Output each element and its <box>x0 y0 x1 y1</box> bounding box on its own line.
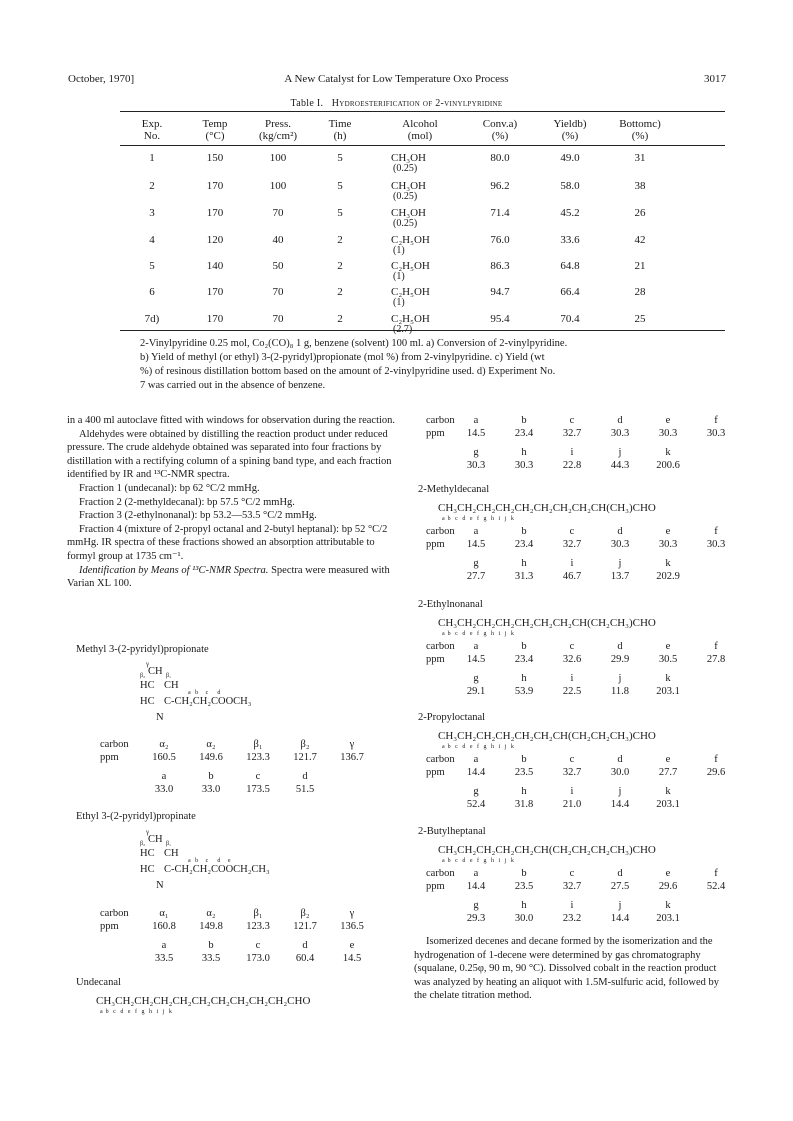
table-header-cell: Press. <box>265 118 291 130</box>
shift-value: 14.5 <box>466 654 486 665</box>
table-cell-alcohol-mol: (0.25) <box>393 191 418 202</box>
ppm-label: ppm <box>100 752 119 763</box>
shift-value: 51.5 <box>295 784 315 795</box>
table-cell: 2 <box>337 313 343 325</box>
identification-heading: Identification by Means of ¹³C-NMR Spectra. <box>79 564 269 576</box>
shift-value: 23.2 <box>562 913 582 924</box>
shift-value: 30.3 <box>706 539 726 550</box>
table-bottom-rule <box>120 330 725 331</box>
shift-value: 52.4 <box>706 881 726 892</box>
carbon-position: i <box>570 558 574 569</box>
fraction-2: Fraction 2 (2-methyldecanal): bp 57.5 °C/2 mmHg. <box>79 496 295 508</box>
table-cell: 70 <box>272 207 284 219</box>
table-header-cell: (kg/cm²) <box>258 130 298 142</box>
carbon-position: b <box>208 940 214 951</box>
table-top-rule <box>120 111 725 112</box>
shift-value: 32.7 <box>562 428 582 439</box>
carbon-position: g <box>473 786 479 797</box>
table-cell-alcohol: C₂H₅OH <box>391 234 430 246</box>
shift-value: 160.8 <box>152 921 176 932</box>
table-cell: 5 <box>149 260 155 272</box>
carbon-position: c <box>569 754 575 765</box>
table-cell: 58.0 <box>560 180 580 192</box>
carbon-label: carbon <box>426 868 455 879</box>
shift-value: 23.4 <box>514 539 534 550</box>
ppm-label: ppm <box>426 428 445 439</box>
shift-value: 29.6 <box>706 767 726 778</box>
table-caption: Hydroesterification of 2-vinylpyridine <box>331 98 503 109</box>
table-cell: 80.0 <box>490 152 510 164</box>
table-cell: 120 <box>206 234 224 246</box>
carbon-letters: a b c d e f g h i j k <box>442 631 514 637</box>
carbon-position: β₁ <box>253 739 263 750</box>
carbon-position: h <box>521 673 527 684</box>
shift-value: 14.4 <box>610 799 630 810</box>
carbon-position: j <box>618 558 622 569</box>
carbon-position: c <box>569 868 575 879</box>
ppm-label: ppm <box>426 654 445 665</box>
carbon-position: a <box>473 754 479 765</box>
carbon-position: b <box>521 868 527 879</box>
compound-formula: CH₃CH₂CH₂CH₂CH₂CH₂CH(CH₂CH₂CH₃)CHO <box>438 730 656 742</box>
shift-value: 11.8 <box>611 686 629 697</box>
ethyl-pyridyl-structure: γ CH HC CH HC C-CH₂CH₂COOCH₂CH₃ N β₂ β₁ a b c d e <box>140 828 270 891</box>
fraction-3: Fraction 3 (2-ethylnonanal): bp 53.2—53.5 °C/2 mmHg. <box>79 510 317 522</box>
shift-value: 149.8 <box>199 921 223 932</box>
table-header-cell: (°C) <box>205 130 225 142</box>
compound-formula: CH₃CH₂CH₂CH₂CH₂CH₂CH₂CH(CH₂CH₃)CHO <box>438 617 656 629</box>
carbon-letters: a b c d e f g h i j k <box>442 744 514 750</box>
shift-value: 30.3 <box>610 539 630 550</box>
carbon-position: α₂ <box>159 739 169 750</box>
shift-value: 173.5 <box>246 784 270 795</box>
carbon-position: i <box>570 673 574 684</box>
table-cell: 2 <box>337 234 343 246</box>
methyl-chain: C-CH₂CH₂COOCH₃ <box>164 696 252 707</box>
shift-value: 121.7 <box>293 752 317 763</box>
carbon-position: f <box>714 526 718 537</box>
fraction-1: Fraction 1 (undecanal): bp 62 °C/2 mmHg. <box>79 482 260 494</box>
carbon-letters: a b c d e f g h i j k <box>442 516 514 522</box>
shift-value: 33.0 <box>154 784 174 795</box>
carbon-position: a <box>473 526 479 537</box>
shift-value: 29.3 <box>466 913 486 924</box>
table-header-cell: Time <box>328 118 352 130</box>
carbon-position: b <box>208 771 214 782</box>
shift-value: 173.0 <box>246 953 270 964</box>
shift-value: 29.1 <box>466 686 486 697</box>
table-cell: 70.4 <box>560 313 580 325</box>
table-cell: 76.0 <box>490 234 510 246</box>
table-cell: 150 <box>206 152 224 164</box>
compound-formula: CH₃CH₂CH₂CH₂CH₂CH₂CH₂CH₂CH(CH₃)CHO <box>438 502 656 514</box>
ppm-label: ppm <box>100 921 119 932</box>
carbon-position: c <box>255 940 261 951</box>
carbon-position: e <box>665 526 671 537</box>
table-header-rule <box>120 145 725 146</box>
footnote-line: 7 was carried out in the absence of benzene. <box>140 380 326 391</box>
table-cell: 50 <box>272 260 284 272</box>
table-cell: 5 <box>337 180 343 192</box>
shift-value: 30.3 <box>658 539 678 550</box>
carbon-position: d <box>617 526 623 537</box>
table-cell-alcohol-mol: (2.7) <box>393 324 413 335</box>
carbon-position: h <box>521 900 527 911</box>
carbon-position: j <box>618 786 622 797</box>
shift-value: 14.4 <box>466 881 486 892</box>
shift-value: 30.0 <box>610 767 630 778</box>
ppm-label: ppm <box>426 767 445 778</box>
table-cell: 4 <box>149 234 155 246</box>
table-cell: 2 <box>337 286 343 298</box>
shift-value: 123.3 <box>246 752 270 763</box>
shift-value: 21.0 <box>562 799 582 810</box>
shift-value: 123.3 <box>246 921 270 932</box>
carbon-position: e <box>349 940 355 951</box>
carbon-position: a <box>473 415 479 426</box>
table-cell: 170 <box>206 313 224 325</box>
carbon-position: d <box>302 771 308 782</box>
table-header-cell: (%) <box>491 130 509 142</box>
table-header-cell: Yieldb) <box>553 118 587 130</box>
table-header-cell: Alcohol <box>402 118 438 130</box>
carbon-position: d <box>617 868 623 879</box>
compound-name: 2-Ethylnonanal <box>418 599 483 610</box>
table-cell: 5 <box>337 152 343 164</box>
compound-name: Ethyl 3-(2-pyridyl)propinate <box>76 811 196 822</box>
table-cell-alcohol: CH₃OH <box>391 152 427 164</box>
table-cell: 7d) <box>144 313 160 325</box>
shift-value: 31.8 <box>514 799 534 810</box>
shift-value: 136.7 <box>340 752 364 763</box>
table-cell: 6 <box>149 286 155 298</box>
table-cell: 31 <box>634 152 646 164</box>
compound-name: 2-Propyloctanal <box>418 712 486 723</box>
table-header-cell: Conv.a) <box>482 118 518 130</box>
table-header-cell: Bottomc) <box>619 118 661 130</box>
table-header-cell: Exp. <box>141 118 163 130</box>
shift-value: 30.3 <box>706 428 726 439</box>
shift-value: 27.5 <box>610 881 630 892</box>
methyl-pyridyl-structure: γ CH HC CH HC C-CH₂CH₂COOCH₃ N β₂ β₁ a b c d <box>140 660 252 723</box>
compound-name: 2-Butylheptanal <box>418 826 486 837</box>
ethyl-chain: C-CH₂CH₂COOCH₂CH₃ <box>164 864 270 875</box>
shift-value: 32.7 <box>562 881 582 892</box>
carbon-position: d <box>617 754 623 765</box>
carbon-letters: a b c d e f g h i j k <box>442 858 514 864</box>
shift-value: 29.6 <box>658 881 678 892</box>
shift-value: 136.5 <box>340 921 364 932</box>
carbon-position: g <box>473 558 479 569</box>
shift-value: 202.9 <box>656 571 680 582</box>
shift-value: 30.3 <box>610 428 630 439</box>
footnote-line: b) Yield of methyl (or ethyl) 3-(2-pyridyl)propionate (mol %) from 2-vinylpyridine. c) Yield (wt <box>140 352 545 363</box>
table-cell: 71.4 <box>490 207 510 219</box>
table-title <box>0 98 793 109</box>
shift-value: 149.6 <box>199 752 223 763</box>
running-header-left: October, 1970] <box>68 73 135 85</box>
table-cell: 95.4 <box>490 313 510 325</box>
footnote-line: %) of resinous distillation bottom based on the amount of 2-vinylpyridine used. d) Experiment No. <box>140 366 556 377</box>
paragraph: in a 400 ml autoclave fitted with windows for observation during the reaction. <box>67 415 396 426</box>
table-cell: 2 <box>149 180 155 192</box>
carbon-position: b <box>521 415 527 426</box>
table-cell: 140 <box>206 260 224 272</box>
carbon-position: k <box>665 558 671 569</box>
shift-value: 22.5 <box>562 686 582 697</box>
shift-value: 160.5 <box>152 752 176 763</box>
table-header-cell: (%) <box>561 130 579 142</box>
shift-value: 27.8 <box>706 654 726 665</box>
carbon-position: h <box>521 447 527 458</box>
table-cell: 64.8 <box>560 260 580 272</box>
carbon-position: β₂ <box>300 908 310 919</box>
shift-value: 23.4 <box>514 654 534 665</box>
carbon-position: c <box>569 641 575 652</box>
carbon-position: c <box>569 415 575 426</box>
carbon-position: a <box>473 641 479 652</box>
shift-value: 23.5 <box>514 881 534 892</box>
paragraph: Isomerized decenes and decane formed by the isomerization and the hydrogenation of 1-decene were determined by gas chromatography (squalane, 0.25φ, 90 m, 90 °C). Dissolved cobalt in the reaction product was analyzed by heating an aliquot with 1.5M-sulfuric acid, followed by the chelate titration method. <box>414 936 720 1002</box>
table-cell: 170 <box>206 180 224 192</box>
carbon-position: α₂ <box>206 739 216 750</box>
table-cell: 96.2 <box>490 180 510 192</box>
carbon-position: j <box>618 447 622 458</box>
carbon-position: i <box>570 447 574 458</box>
carbon-position: c <box>569 526 575 537</box>
shift-value: 32.7 <box>562 539 582 550</box>
carbon-label: carbon <box>100 908 129 919</box>
table-cell: 49.0 <box>560 152 580 164</box>
carbon-position: j <box>618 900 622 911</box>
carbon-position: b <box>521 641 527 652</box>
shift-value: 44.3 <box>610 460 630 471</box>
shift-value: 23.5 <box>514 767 534 778</box>
carbon-position: β₂ <box>300 739 310 750</box>
table-cell: 94.7 <box>490 286 510 298</box>
table-cell: 1 <box>149 152 155 164</box>
shift-value: 14.5 <box>342 953 362 964</box>
paragraph: Aldehydes were obtained by distilling the reaction product under reduced pressure. The crude aldehyde obtained was separated into four fractions by distillation with a rectifying column of a spining band type, and each fraction identified by IR and ¹³C-NMR spectra. <box>67 428 392 481</box>
table-cell: 26 <box>634 207 646 219</box>
right-final-text <box>414 935 726 1003</box>
carbon-position: g <box>473 900 479 911</box>
carbon-position: f <box>714 641 718 652</box>
table-label: Table I. <box>290 98 324 109</box>
carbon-label: carbon <box>100 739 129 750</box>
table-cell: 70 <box>272 286 284 298</box>
carbon-position: d <box>617 415 623 426</box>
table-cell: 2 <box>337 260 343 272</box>
shift-value: 30.3 <box>658 428 678 439</box>
shift-value: 33.0 <box>201 784 221 795</box>
carbon-position: f <box>714 754 718 765</box>
table-cell: 66.4 <box>560 286 580 298</box>
compound-formula: CH₃CH₂CH₂CH₂CH₂CH(CH₂CH₂CH₂CH₃)CHO <box>438 844 656 856</box>
shift-value: 203.1 <box>656 913 680 924</box>
carbon-position: d <box>302 940 308 951</box>
table-cell: 170 <box>206 286 224 298</box>
shift-value: 203.1 <box>656 686 680 697</box>
carbon-position: b <box>521 526 527 537</box>
shift-value: 23.4 <box>514 428 534 439</box>
carbon-label: carbon <box>426 526 455 537</box>
table-cell: 100 <box>269 180 287 192</box>
table-cell-alcohol: C₂H₅OH <box>391 260 430 272</box>
carbon-position: e <box>665 415 671 426</box>
shift-value: 52.4 <box>466 799 486 810</box>
left-column-text <box>67 414 397 591</box>
table-header-cell: (%) <box>631 130 649 142</box>
compound-name: 2-Methyldecanal <box>418 484 490 495</box>
carbon-position: α₁ <box>159 908 169 919</box>
shift-value: 13.7 <box>610 571 630 582</box>
carbon-position: j <box>618 673 622 684</box>
shift-value: 53.9 <box>514 686 534 697</box>
table-header-cell: (h) <box>333 130 347 142</box>
carbon-position: a <box>473 868 479 879</box>
shift-value: 200.6 <box>656 460 680 471</box>
carbon-position: b <box>521 754 527 765</box>
carbon-letters: a b c d e f g h i j k <box>100 1009 172 1015</box>
carbon-position: g <box>473 447 479 458</box>
shift-value: 46.7 <box>562 571 582 582</box>
carbon-label: carbon <box>426 754 455 765</box>
carbon-position: γ <box>349 908 355 919</box>
table-cell: 25 <box>634 313 646 325</box>
shift-value: 32.7 <box>562 767 582 778</box>
shift-value: 33.5 <box>201 953 221 964</box>
table-cell: 70 <box>272 313 284 325</box>
table-cell: 5 <box>337 207 343 219</box>
table-cell-alcohol-mol: (0.25) <box>393 218 418 229</box>
shift-value: 121.7 <box>293 921 317 932</box>
table-cell: 170 <box>206 207 224 219</box>
carbon-position: h <box>521 786 527 797</box>
shift-value: 30.0 <box>514 913 534 924</box>
carbon-label: carbon <box>426 415 455 426</box>
carbon-position: d <box>617 641 623 652</box>
shift-value: 30.3 <box>514 460 534 471</box>
table-header-cell: No. <box>143 130 161 142</box>
shift-value: 14.5 <box>466 428 486 439</box>
carbon-position: f <box>714 868 718 879</box>
table-cell: 45.2 <box>560 207 580 219</box>
undecanal-formula: CH₃CH₂CH₂CH₂CH₂CH₂CH₂CH₂CH₂CH₂CHO <box>96 995 311 1007</box>
running-header-title: A New Catalyst for Low Temperature Oxo Process <box>284 73 509 85</box>
table-cell-alcohol: CH₃OH <box>391 207 427 219</box>
table-cell: 100 <box>269 152 287 164</box>
table-cell: 42 <box>634 234 646 246</box>
carbon-label: carbon <box>426 641 455 652</box>
carbon-position: c <box>255 771 261 782</box>
table-cell-alcohol-mol: (0.25) <box>393 163 418 174</box>
carbon-position: e <box>665 754 671 765</box>
shift-value: 32.6 <box>562 654 582 665</box>
table-header-cell: (mol) <box>407 130 433 142</box>
carbon-position: h <box>521 558 527 569</box>
shift-value: 60.4 <box>295 953 315 964</box>
table-cell-alcohol: C₂H₅OH <box>391 313 430 325</box>
table-cell: 38 <box>634 180 646 192</box>
shift-value: 27.7 <box>658 767 678 778</box>
table-cell: 86.3 <box>490 260 510 272</box>
shift-value: 30.3 <box>466 460 486 471</box>
carbon-position: i <box>570 786 574 797</box>
carbon-position: a <box>161 771 167 782</box>
ppm-label: ppm <box>426 881 445 892</box>
table-cell-alcohol-mol: (1) <box>393 271 405 282</box>
shift-value: 14.4 <box>610 913 630 924</box>
shift-value: 27.7 <box>466 571 486 582</box>
identification-paragraph <box>67 564 397 591</box>
carbon-position: i <box>570 900 574 911</box>
table-header-cell: Temp <box>202 118 228 130</box>
table-cell-alcohol: C₂H₅OH <box>391 286 430 298</box>
ppm-label: ppm <box>426 539 445 550</box>
table-cell: 3 <box>149 207 155 219</box>
carbon-position: g <box>473 673 479 684</box>
shift-value: 14.5 <box>466 539 486 550</box>
carbon-position: k <box>665 673 671 684</box>
table-footnote <box>140 337 725 393</box>
fraction-4: Fraction 4 (mixture of 2-propyl octanal and 2-butyl heptanal): bp 52 °C/2 mmHg. IR spectra of these fractions showed an absorption attributable to formyl group at 1735 cm⁻¹. <box>67 523 388 562</box>
shift-value: 31.3 <box>514 571 534 582</box>
table-cell: 33.6 <box>560 234 580 246</box>
carbon-position: a <box>161 940 167 951</box>
carbon-position: f <box>714 415 718 426</box>
page-number: 3017 <box>704 73 726 85</box>
carbon-position: β₁ <box>253 908 263 919</box>
table-cell: 40 <box>272 234 284 246</box>
carbon-position: k <box>665 900 671 911</box>
table-cell-alcohol-mol: (1) <box>393 245 405 256</box>
carbon-position: α₂ <box>206 908 216 919</box>
shift-value: 14.4 <box>466 767 486 778</box>
carbon-position: e <box>665 868 671 879</box>
compound-name: Undecanal <box>76 977 121 988</box>
carbon-position: γ <box>349 739 355 750</box>
carbon-position: k <box>665 786 671 797</box>
compound-name: Methyl 3-(2-pyridyl)propionate <box>76 644 209 655</box>
shift-value: 22.8 <box>562 460 582 471</box>
table-cell-alcohol-mol: (1) <box>393 297 405 308</box>
carbon-position: k <box>665 447 671 458</box>
table-cell-alcohol: CH₃OH <box>391 180 427 192</box>
shift-value: 29.9 <box>610 654 630 665</box>
identification-text: Spectra were measured with Varian XL 100. <box>67 564 390 590</box>
table-cell: 28 <box>634 286 646 298</box>
table-cell: 21 <box>634 260 646 272</box>
shift-value: 30.5 <box>658 654 678 665</box>
carbon-position: e <box>665 641 671 652</box>
footnote-line: 2-Vinylpyridine 0.25 mol, Co₂(CO)₈ 1 g, benzene (solvent) 100 ml. a) Conversion of 2-vinylpyridine. <box>140 338 568 349</box>
shift-value: 33.5 <box>154 953 174 964</box>
shift-value: 203.1 <box>656 799 680 810</box>
